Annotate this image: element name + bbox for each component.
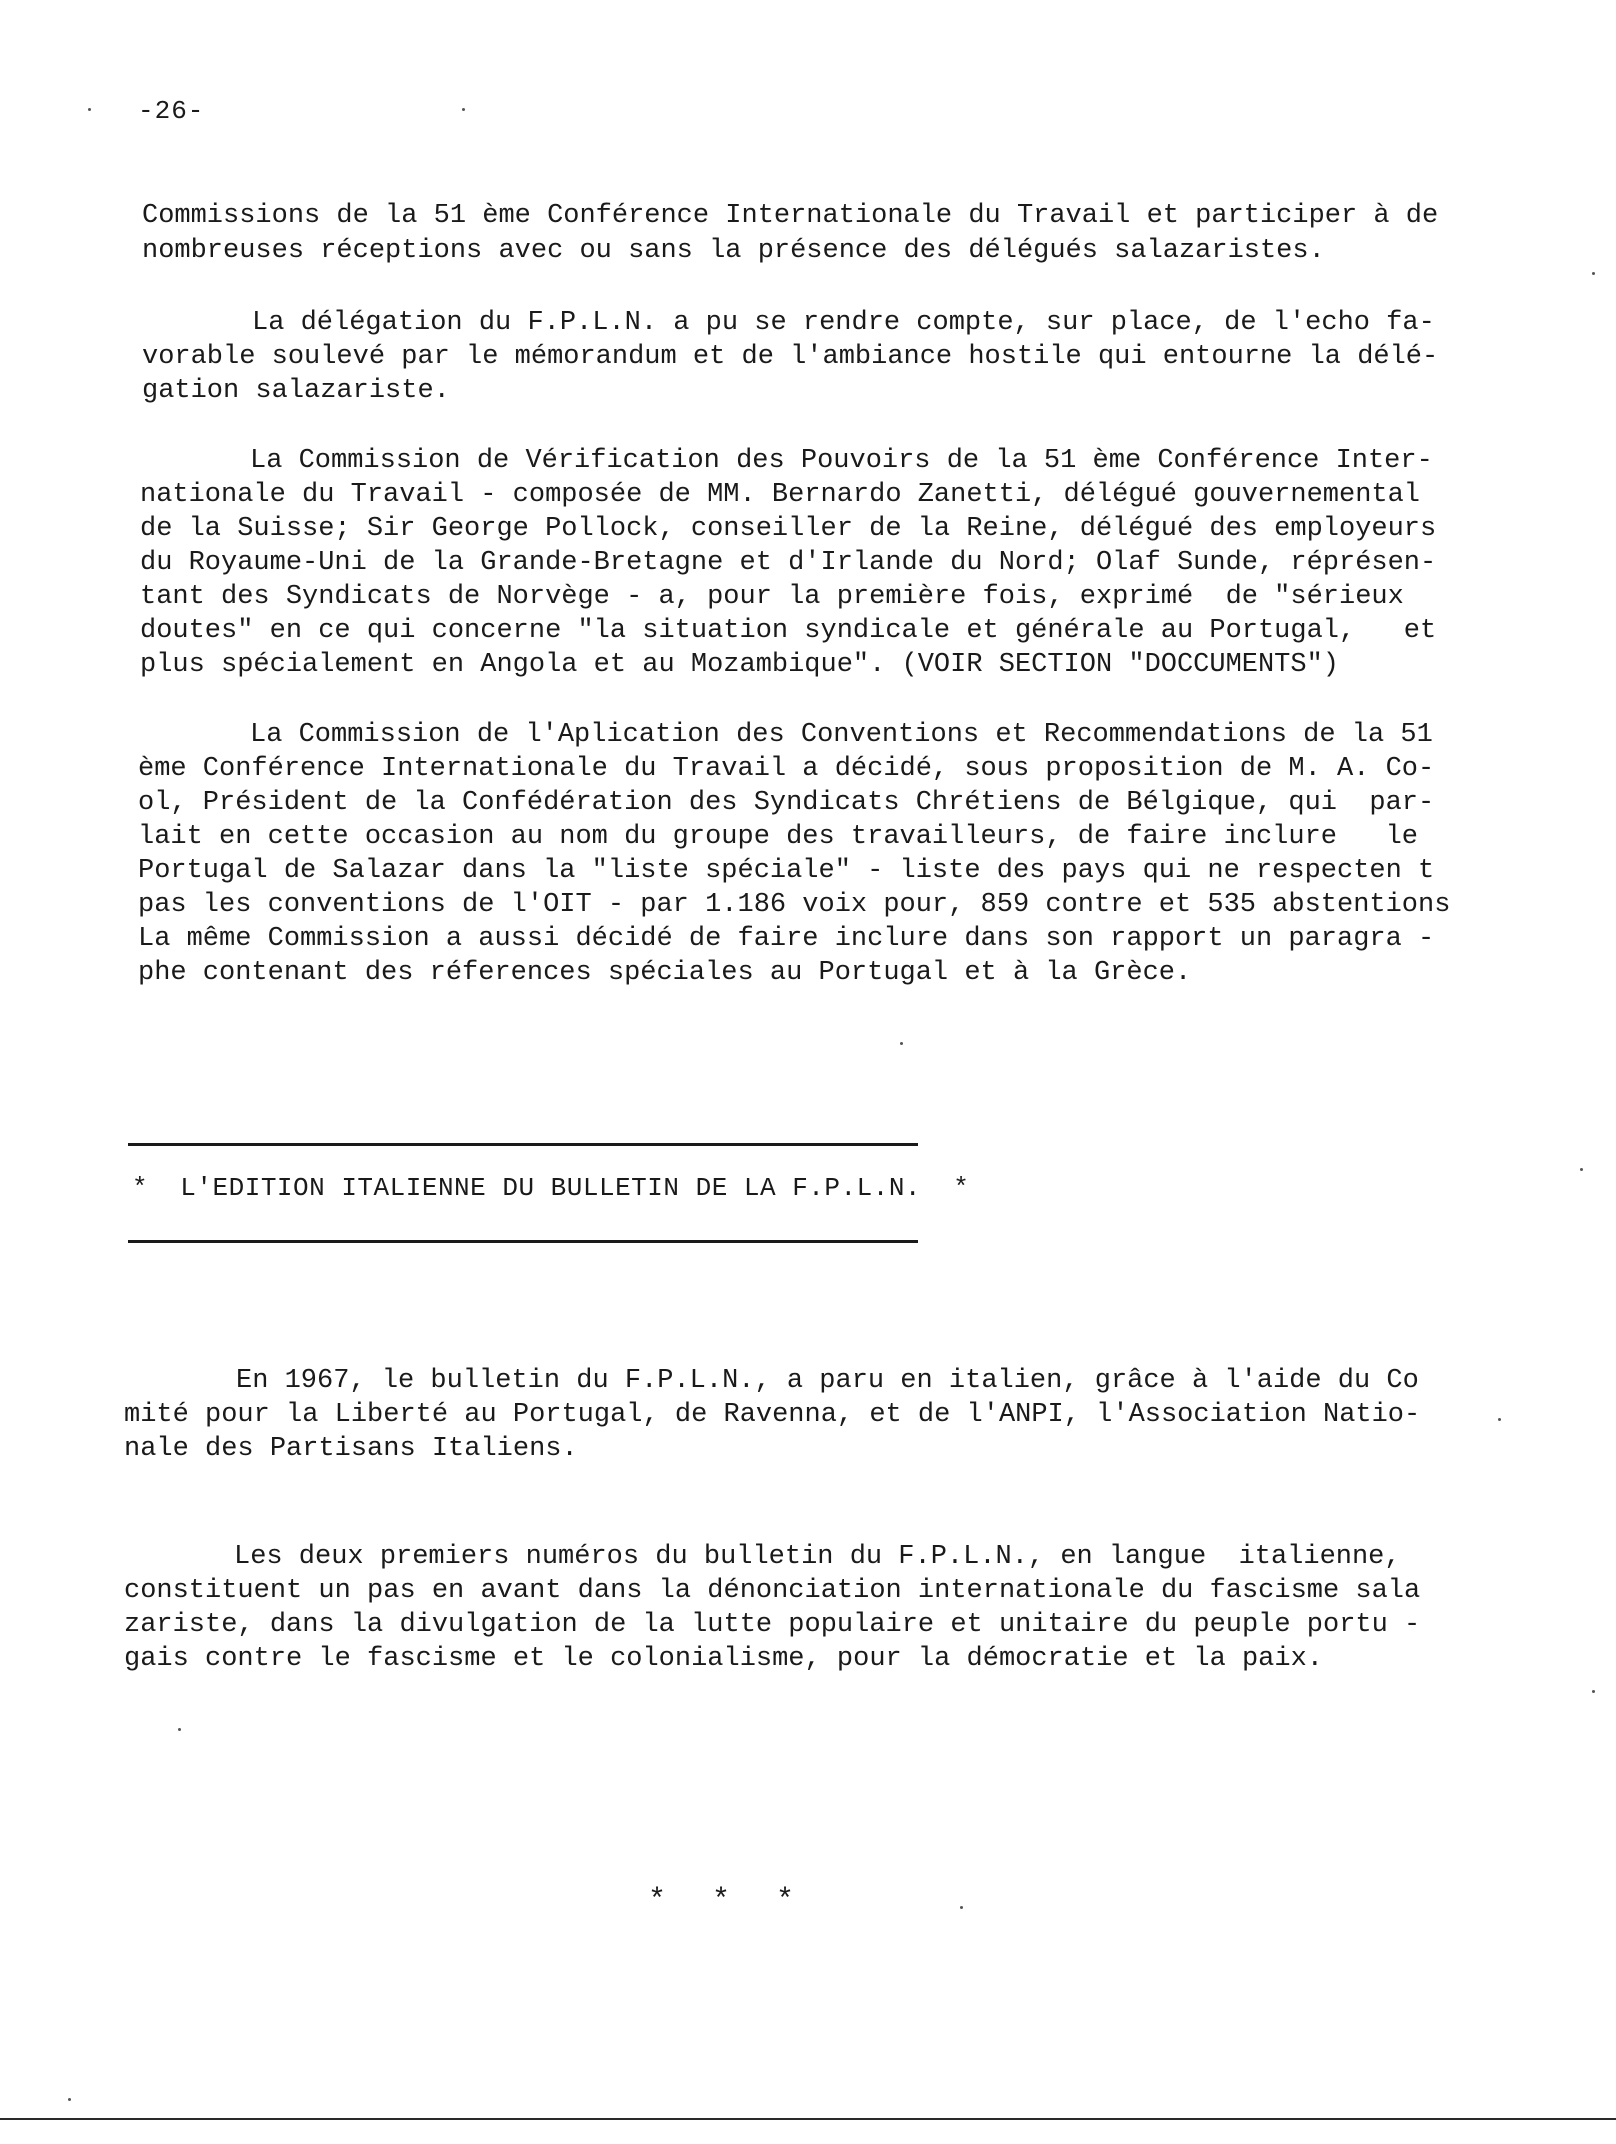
section-heading: * L'EDITION ITALIENNE DU BULLETIN DE LA F.P.L.N. * bbox=[132, 1173, 970, 1203]
text-line: Portugal de Salazar dans la "liste spéciale" - liste des pays qui ne respecten t bbox=[138, 856, 1435, 886]
text-line: phe contenant des réferences spéciales au Portugal et à la Grèce. bbox=[138, 958, 1192, 988]
text-line: La Commission de Vérification des Pouvoirs de la 51 ème Conférence Inter- bbox=[250, 446, 1433, 476]
text-line: zariste, dans la divulgation de la lutte populaire et unitaire du peuple portu - bbox=[124, 1610, 1421, 1640]
scan-speck bbox=[68, 2098, 71, 2101]
text-line: nale des Partisans Italiens. bbox=[124, 1434, 578, 1464]
text-line: ol, Président de la Confédération des Syndicats Chrétiens de Bélgique, qui par- bbox=[138, 788, 1435, 818]
scan-edge-line bbox=[0, 2118, 1616, 2120]
scan-speck bbox=[960, 1906, 963, 1909]
text-line: Commissions de la 51 ème Conférence Internationale du Travail et participer à de bbox=[142, 201, 1439, 231]
text-line: En 1967, le bulletin du F.P.L.N., a paru en italien, grâce à l'aide du Co bbox=[236, 1366, 1419, 1396]
text-line: du Royaume-Uni de la Grande-Bretagne et d'Irlande du Nord; Olaf Sunde, réprésen- bbox=[140, 548, 1437, 578]
heading-rule-top bbox=[128, 1143, 918, 1146]
text-line: constituent un pas en avant dans la dénonciation internationale du fascisme sala bbox=[124, 1576, 1421, 1606]
text-line: Les deux premiers numéros du bulletin du F.P.L.N., en langue italienne, bbox=[234, 1542, 1401, 1572]
text-line: nombreuses réceptions avec ou sans la présence des délégués salazaristes. bbox=[142, 236, 1325, 266]
text-line: lait en cette occasion au nom du groupe des travailleurs, de faire inclure le bbox=[138, 822, 1419, 852]
text-line: La même Commission a aussi décidé de faire inclure dans son rapport un paragra - bbox=[138, 924, 1435, 954]
text-line: La délégation du F.P.L.N. a pu se rendre compte, sur place, de l'echo fa- bbox=[252, 308, 1435, 338]
text-line: doutes" en ce qui concerne "la situation syndicale et générale au Portugal, et bbox=[140, 616, 1437, 646]
scan-speck bbox=[1498, 1418, 1501, 1421]
text-line: gais contre le fascisme et le colonialisme, pour la démocratie et la paix. bbox=[124, 1644, 1323, 1674]
scan-speck bbox=[1592, 272, 1595, 275]
scan-speck bbox=[1580, 1168, 1583, 1171]
text-line: mité pour la Liberté au Portugal, de Ravenna, et de l'ANPI, l'Association Natio- bbox=[124, 1400, 1421, 1430]
scan-speck bbox=[178, 1728, 181, 1731]
scan-speck bbox=[1592, 1690, 1595, 1693]
scan-speck bbox=[88, 108, 91, 111]
closing-stars: * * * bbox=[648, 1884, 809, 1918]
text-line: La Commission de l'Aplication des Conventions et Recommendations de la 51 bbox=[250, 720, 1433, 750]
text-line: plus spécialement en Angola et au Mozambique". (VOIR SECTION "DOCCUMENTS") bbox=[140, 650, 1339, 680]
scan-speck bbox=[462, 108, 465, 111]
text-line: gation salazariste. bbox=[142, 376, 450, 406]
text-line: pas les conventions de l'OIT - par 1.186 voix pour, 859 contre et 535 abstentions bbox=[138, 890, 1451, 920]
text-line: ème Conférence Internationale du Travail a décidé, sous proposition de M. A. Co- bbox=[138, 754, 1435, 784]
page-number: -26- bbox=[138, 96, 205, 126]
heading-rule-bottom bbox=[128, 1240, 918, 1243]
text-line: vorable soulevé par le mémorandum et de l'ambiance hostile qui entourne la délé- bbox=[142, 342, 1439, 372]
text-line: de la Suisse; Sir George Pollock, conseiller de la Reine, délégué des employeurs bbox=[140, 514, 1437, 544]
text-line: tant des Syndicats de Norvège - a, pour la première fois, exprimé de "sérieux bbox=[140, 582, 1404, 612]
scan-speck bbox=[900, 1042, 903, 1045]
text-line: nationale du Travail - composée de MM. Bernardo Zanetti, délégué gouvernemental bbox=[140, 480, 1421, 510]
